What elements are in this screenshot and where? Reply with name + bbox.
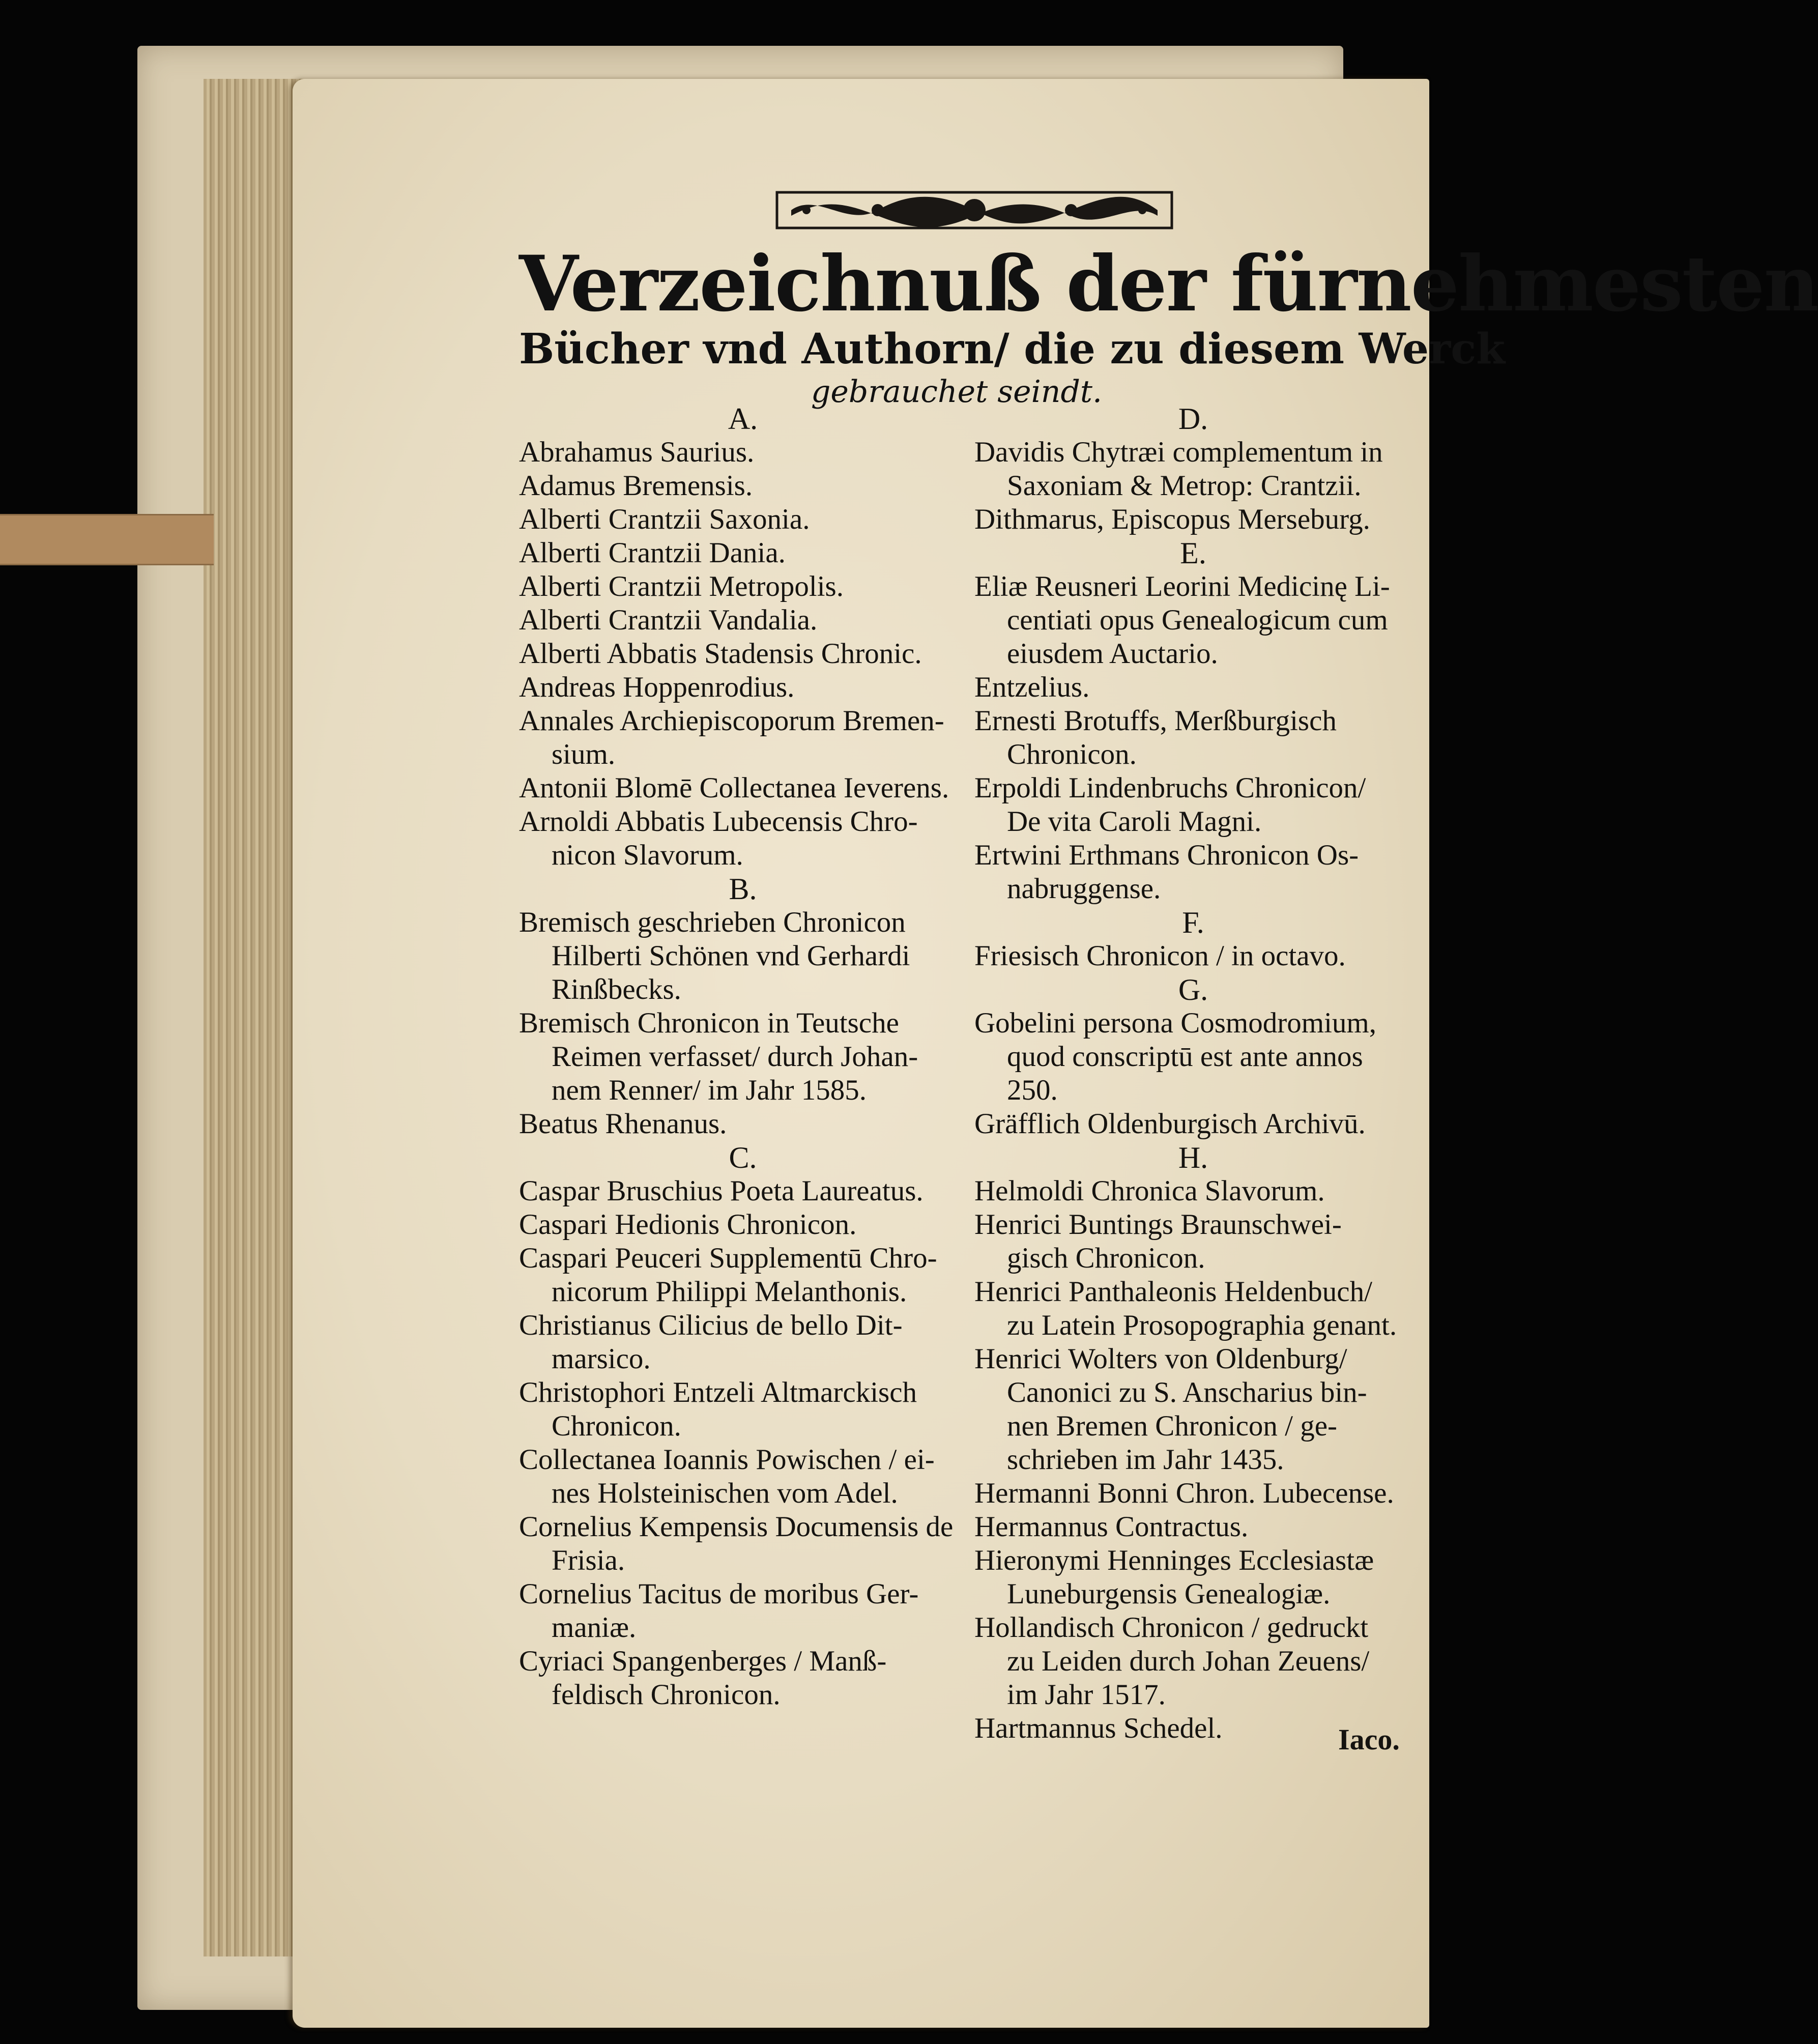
- list-item: Davidis Chytræi complementum in Saxoniam & Metrop: Crantzii.: [974, 436, 1383, 502]
- section-letter: B.: [729, 872, 757, 906]
- list-item: Eliæ Reusneri Leorini Medicinę Li- centiati opus Genealogicum cum eiusdem Auctario.: [974, 570, 1390, 670]
- left-column: [519, 402, 967, 1712]
- list-item: Hieronymi Henninges Ecclesiastæ Luneburgensis Genealogiæ.: [974, 1544, 1374, 1610]
- list-item: Bremisch geschrieben Chronicon Hilberti Schönen vnd Gerhardi Rinßbecks.: [519, 906, 910, 1005]
- list-item: Cornelius Kempensis Documensis de Frisia.: [519, 1511, 954, 1576]
- page-subtitle-end: gebrauchet seindt.: [811, 374, 1103, 410]
- section-letter: G.: [1178, 973, 1208, 1006]
- list-item: Christophori Entzeli Altmarckisch Chronicon.: [519, 1376, 917, 1442]
- list-item: Alberti Crantzii Metropolis.: [519, 570, 844, 602]
- section-letter: F.: [1182, 906, 1204, 939]
- list-item: Cyriaci Spangenberges / Manß- feldisch Chronicon.: [519, 1645, 887, 1711]
- list-item: Ernesti Brotuffs, Merßburgisch Chronicon.: [974, 705, 1337, 770]
- list-item: Bremisch Chronicon in Teutsche Reimen verfasset/ durch Johan- nem Renner/ im Jahr 1585.: [519, 1007, 918, 1106]
- section-letter: E.: [1180, 536, 1206, 570]
- list-item: Annales Archiepiscoporum Bremen- sium.: [519, 705, 944, 770]
- list-item: Andreas Hoppenrodius.: [519, 671, 795, 703]
- list-item: Ertwini Erthmans Chronicon Os- nabruggense.: [974, 839, 1359, 905]
- list-item: Erpoldi Lindenbruchs Chronicon/ De vita Caroli Magni.: [974, 772, 1366, 838]
- list-item: Caspar Bruschius Poeta Laureatus.: [519, 1175, 924, 1207]
- list-item: Cornelius Tacitus de moribus Ger- maniæ.: [519, 1578, 919, 1644]
- list-item: Adamus Bremensis.: [519, 470, 753, 502]
- page-title: Verzeichnuß der fürnehmesten: [519, 239, 1818, 329]
- page-subtitle: Bücher vnd Authorn/ die zu diesem Werck: [519, 325, 1506, 373]
- list-item: Hermannus Contractus.: [974, 1511, 1249, 1543]
- catchword: Iaco.: [1338, 1723, 1400, 1756]
- list-item: Abrahamus Saurius.: [519, 436, 755, 468]
- list-item: Alberti Crantzii Vandalia.: [519, 604, 818, 636]
- list-item: Helmoldi Chronica Slavorum.: [974, 1175, 1325, 1207]
- list-item: Christianus Cilicius de bello Dit- marsico.: [519, 1309, 903, 1375]
- list-item: Antonii Blomē Collectanea Ieverens.: [519, 772, 949, 804]
- section-letter: C.: [729, 1141, 757, 1174]
- list-item: Collectanea Ioannis Powischen / ei- nes Holsteinischen vom Adel.: [519, 1444, 935, 1509]
- list-item: Entzelius.: [974, 671, 1090, 703]
- list-item: Hartmannus Schedel.: [974, 1712, 1223, 1744]
- list-item: Hollandisch Chronicon / gedruckt zu Leiden durch Johan Zeuens/ im Jahr 1517.: [974, 1611, 1370, 1711]
- list-item: Arnoldi Abbatis Lubecensis Chro- nicon Slavorum.: [519, 805, 918, 871]
- list-item: Gräfflich Oldenburgisch Archivū.: [974, 1108, 1366, 1140]
- list-item: Hermanni Bonni Chron. Lubecense.: [974, 1477, 1394, 1509]
- ornament-headpiece: [776, 189, 1173, 231]
- list-item: Caspari Hedionis Chronicon.: [519, 1208, 857, 1241]
- section-letter: H.: [1178, 1141, 1208, 1174]
- list-item: Alberti Abbatis Stadensis Chronic.: [519, 638, 922, 670]
- right-column: [974, 402, 1412, 1745]
- section-letter: D.: [1178, 402, 1208, 436]
- list-item: Caspari Peuceri Supplementū Chro- nicorum Philippi Melanthonis.: [519, 1242, 937, 1308]
- bookmark-ribbon: [0, 514, 214, 565]
- list-item: Henrici Buntings Braunschwei- gisch Chronicon.: [974, 1208, 1342, 1274]
- list-item: Friesisch Chronicon / in octavo.: [974, 940, 1346, 972]
- list-item: Henrici Panthaleonis Heldenbuch/ zu Latein Prosopographia genant.: [974, 1276, 1397, 1341]
- list-item: Henrici Wolters von Oldenburg/ Canonici zu S. Anscharius bin- nen Bremen Chronicon / ge- schrieben im Jahr 1435.: [974, 1343, 1367, 1476]
- list-item: Dithmarus, Episcopus Merseburg.: [974, 503, 1370, 535]
- list-item: Gobelini persona Cosmodromium, quod conscriptū est ante annos 250.: [974, 1007, 1377, 1106]
- section-letter: A.: [728, 402, 758, 436]
- list-item: Beatus Rhenanus.: [519, 1108, 727, 1140]
- list-item: Alberti Crantzii Dania.: [519, 537, 786, 569]
- list-item: Alberti Crantzii Saxonia.: [519, 503, 810, 535]
- page-edges: [204, 79, 305, 1956]
